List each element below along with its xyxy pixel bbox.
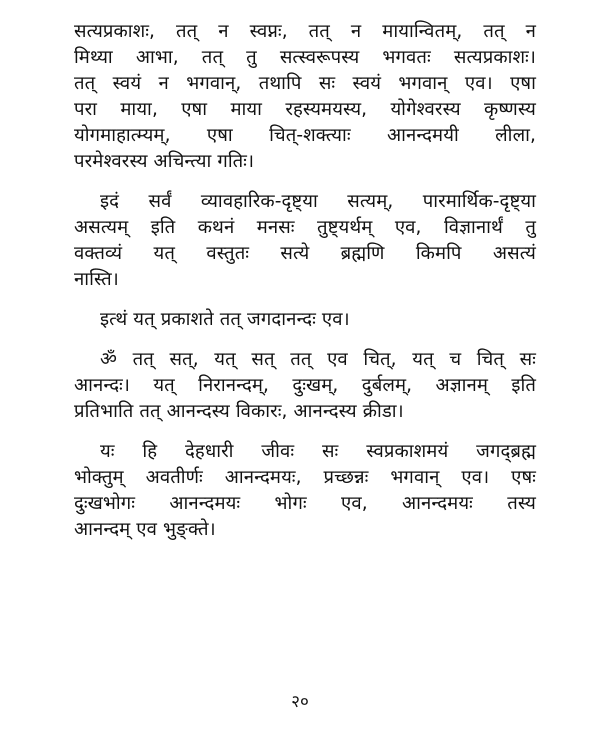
page-body-text (74, 19, 536, 557)
text-line: परा माया, एषा माया रहस्यमयस्य, योगेश्वरस्य कृष्णस्य (74, 99, 536, 120)
text-line: यः हि देहधारी जीवः सः स्वप्रकाशमयं जगद्ब्रह्म (100, 441, 536, 462)
text-line: इत्थं यत् प्रकाशते तत् जगदानन्दः एव। (100, 309, 350, 330)
text-line: परमेश्वरस्य अचिन्त्या गतिः। (74, 151, 255, 172)
text-line: भोक्तुम् अवतीर्णः आनन्दमयः, प्रच्छन्नः भगवान् एव। एषः (74, 467, 536, 488)
paragraph-4 (74, 347, 536, 425)
text-line: सत्यप्रकाशः, तत् न स्वप्नः, तत् न मायान्वितम्, तत् न (74, 21, 536, 42)
text-line: वक्तव्यं यत् वस्तुतः सत्ये ब्रह्मणि किमपि असत्यं (74, 243, 536, 264)
text-line: ॐ तत् सत्, यत् सत् तत् एव चित्, यत् च चित् सः (100, 349, 536, 370)
text-line: आनन्दः। यत् निरानन्दम्, दुःखम्, दुर्बलम्, अज्ञानम् इति (74, 375, 536, 396)
text-line: नास्ति। (74, 269, 119, 290)
text-line: योगमाहात्म्यम्, एषा चित्-शक्त्याः आनन्दमयी लीला, (74, 125, 536, 146)
text-line: प्रतिभाति तत् आनन्दस्य विकारः, आनन्दस्य क्रीडा। (74, 401, 404, 422)
text-line: तत् स्वयं न भगवान्, तथापि सः स्वयं भगवान् एव। एषा (74, 73, 536, 94)
text-line: मिथ्या आभा, तत् तु सत्स्वरूपस्य भगवतः सत्यप्रकाशः। (74, 47, 536, 68)
paragraph-2 (74, 189, 536, 293)
text-line: असत्यम् इति कथनं मनसः तुष्ट्यर्थम् एव, विज्ञानार्थं तु (74, 217, 536, 238)
page-number: २० (291, 692, 309, 712)
paragraph-1 (74, 19, 536, 175)
text-line: आनन्दम् एव भुङ्क्ते। (74, 519, 216, 540)
text-line: दुःखभोगः आनन्दमयः भोगः एव, आनन्दमयः तस्य (74, 493, 536, 514)
paragraph-5 (74, 439, 536, 543)
text-line: इदं सर्वं व्यावहारिक-दृष्ट्या सत्यम्, पारमार्थिक-दृष्ट्या (100, 191, 536, 212)
paragraph-3 (74, 307, 536, 333)
